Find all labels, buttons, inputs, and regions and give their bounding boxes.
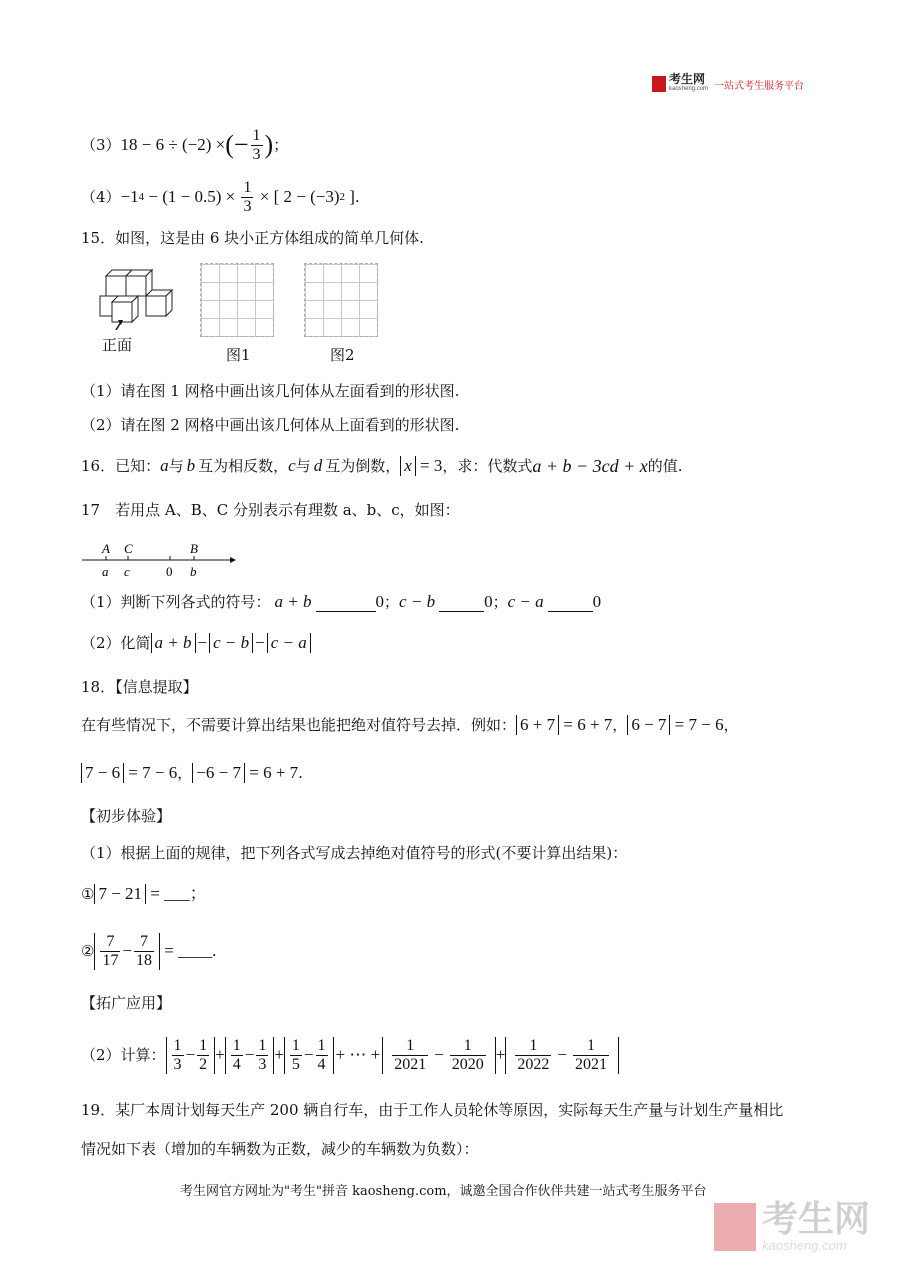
- q18-section1: 【初步体验】: [81, 807, 172, 825]
- label-a: a: [102, 564, 109, 579]
- point-A: A: [102, 541, 110, 556]
- q16: 16．已知： a 与 b 互为相反数， c 与 d 互为倒数， x = 3 ，求：代数式 a + b − 3cd + x 的值.: [81, 456, 683, 476]
- fig1-label: 图1: [226, 346, 251, 364]
- fig2-label: 图2: [330, 346, 355, 364]
- q18-examples: 7 − 6 = 7 − 6 ， −6 − 7 = 6 + 7 .: [81, 763, 303, 783]
- fraction: $\frac{1}{3}$: [252, 126, 261, 163]
- q15-sub1: （1）请在图 1 网格中画出该几何体从左面看到的形状图.: [81, 382, 460, 400]
- cube-figure: [98, 264, 178, 330]
- q18-c1: ① 7 − 21 = ___；: [81, 884, 207, 903]
- point-B: B: [190, 541, 198, 556]
- point-C: C: [124, 541, 133, 556]
- logo-slogan: 一站式考生服务平台: [714, 80, 805, 92]
- answer-blank[interactable]: [439, 611, 484, 612]
- grid-fig1: [200, 263, 274, 337]
- header-logo: [652, 74, 804, 94]
- q18-sub2: （2）计算： $\frac{1}{3}$ − $\frac{1}{2}$ + $\frac{1}{4}$ − $\frac{1}{3}$ + $\frac{1}{5}$ − $\frac{1}{4}$ + ⋯ + $\frac{1}{2021}$ − $\frac{1}{2020}$ + $\frac{1}{2022}$ − $\frac{1}{2021}$: [81, 1030, 619, 1080]
- watermark-icon: [714, 1203, 756, 1251]
- grid-fig2: [304, 263, 378, 337]
- q17-title: 17 若用点 A、B、C 分别表示有理数 a、b、c，如图：: [81, 501, 460, 519]
- watermark: 考生网 kaosheng.com: [714, 1200, 870, 1253]
- label-b: b: [190, 564, 197, 579]
- q18-title: 18．【信息提取】: [81, 678, 198, 696]
- q14-item3: （3） 18 − 6 ÷ (−2) × (− $\frac{1}{3}$ ) ；: [81, 126, 289, 163]
- abs-x: x: [400, 456, 416, 476]
- logo-mark: 考生网: [669, 72, 706, 86]
- q18-sub1: （1）根据上面的规律，把下列各式写成去掉绝对值符号的形式(不要计算出结果)：: [81, 844, 628, 862]
- q19-line1: 19．某厂本周计划每天生产 200 辆自行车，由于工作人员轮休等原因，实际每天生产量与计划生产量相比: [81, 1101, 784, 1119]
- answer-blank[interactable]: [548, 611, 593, 612]
- q15-title: 15．如图，这是由 6 块小正方体组成的简单几何体.: [81, 229, 424, 247]
- q15-sub2: （2）请在图 2 网格中画出该几何体从上面看到的形状图.: [81, 416, 460, 434]
- q18-section2: 【拓广应用】: [81, 994, 172, 1012]
- q18-intro: 在有些情况下，不需要计算出结果也能把绝对值符号去掉．例如： 6 + 7 = 6 + 7 ， 6 − 7 = 7 − 6 ，: [81, 715, 739, 734]
- fraction: $\frac{1}{3}$: [243, 178, 252, 215]
- front-label: 正面: [102, 336, 133, 354]
- q17-sub1: （1）判断下列各式的符号： a + b 0 ； c − b 0 ； c − a 0: [81, 592, 602, 611]
- q17-sub2: （2）化简 a + b − c − b − c − a: [81, 633, 311, 653]
- label-zero: 0: [166, 564, 173, 579]
- q19-line2: 情况如下表（增加的车辆数为正数，减少的车辆数为负数）：: [81, 1140, 479, 1158]
- q18-c2: ② $\frac{7}{17}$ − $\frac{7}{18}$ = ____.: [81, 932, 217, 969]
- logo-sub: kaosheng.com: [669, 86, 709, 92]
- footer-text: 考生网官方网址为"考生"拼音 kaosheng.com，诚邀全国合作伙伴共建一站式考生服务平台: [180, 1184, 707, 1199]
- answer-blank[interactable]: [316, 611, 376, 612]
- number-line: [80, 538, 240, 582]
- q14-item4: （4） −1 4 − (1 − 0.5) × $\frac{1}{3}$ × [ 2 − (−3) 2 ] .: [81, 178, 360, 215]
- logo-icon: [652, 76, 666, 92]
- label-c: c: [124, 564, 130, 579]
